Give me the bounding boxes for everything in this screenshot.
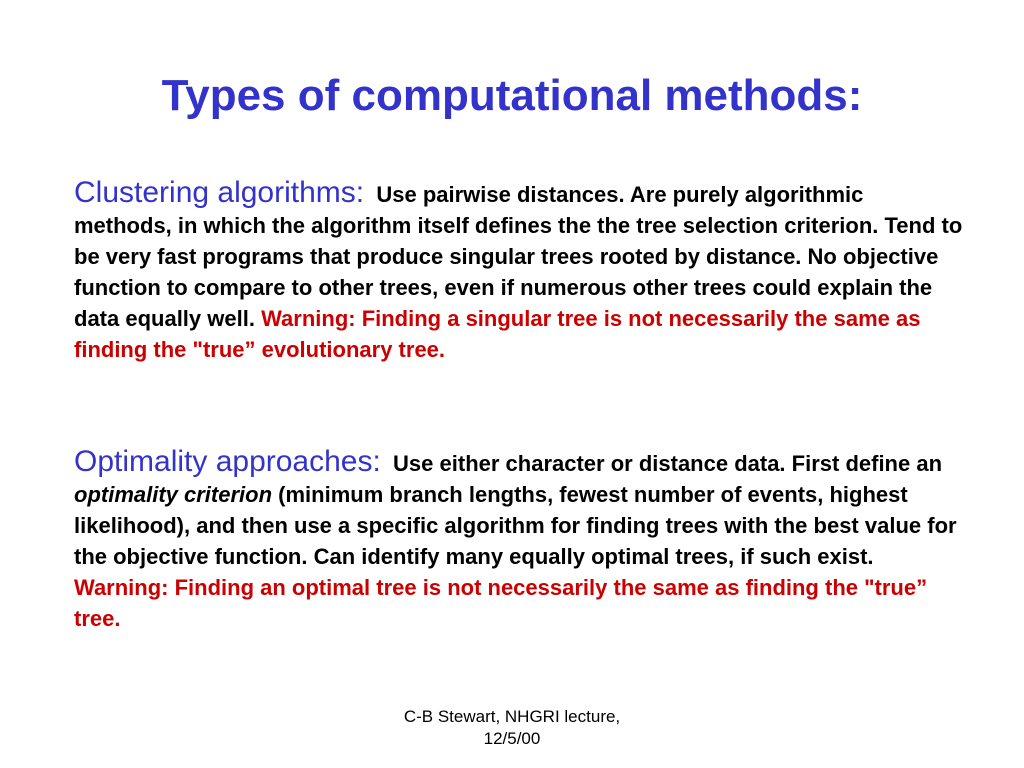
optimality-heading: Optimality approaches: xyxy=(74,445,381,478)
clustering-body: Use pairwise distances. Are purely algorithmic methods, in which the algorithm itself defines the the tree selection criterion. Tend to be very fast programs that produce singular trees rooted by distance. No objective function to compare to other trees, even if numerous other trees could explain the data equally well. xyxy=(74,182,963,331)
clustering-paragraph xyxy=(74,177,964,365)
optimality-body-detail: (minimum branch lengths, fewest number of events, highest likelihood), and then use a specific algorithm for finding trees with the best value for the objective function. Can identify many equally optimal trees, if such exist. xyxy=(74,482,957,569)
footer-date: 12/5/00 xyxy=(483,729,541,748)
slide-footer xyxy=(312,706,712,750)
clustering-heading: Clustering algorithms: xyxy=(74,176,365,209)
slide-title: Types of computational methods: xyxy=(161,71,863,120)
optimality-body-intro: Use either character or distance data. First define an xyxy=(393,451,943,476)
optimality-paragraph xyxy=(74,446,964,634)
clustering-warning: Warning: Finding a singular tree is not necessarily the same as finding the "true” evolutionary tree. xyxy=(74,306,921,362)
optimality-criterion-term: optimality criterion xyxy=(74,482,273,507)
footer-credit: C-B Stewart, NHGRI lecture, xyxy=(403,707,621,726)
optimality-warning: Warning: Finding an optimal tree is not necessarily the same as finding the "true” tree. xyxy=(74,575,928,631)
